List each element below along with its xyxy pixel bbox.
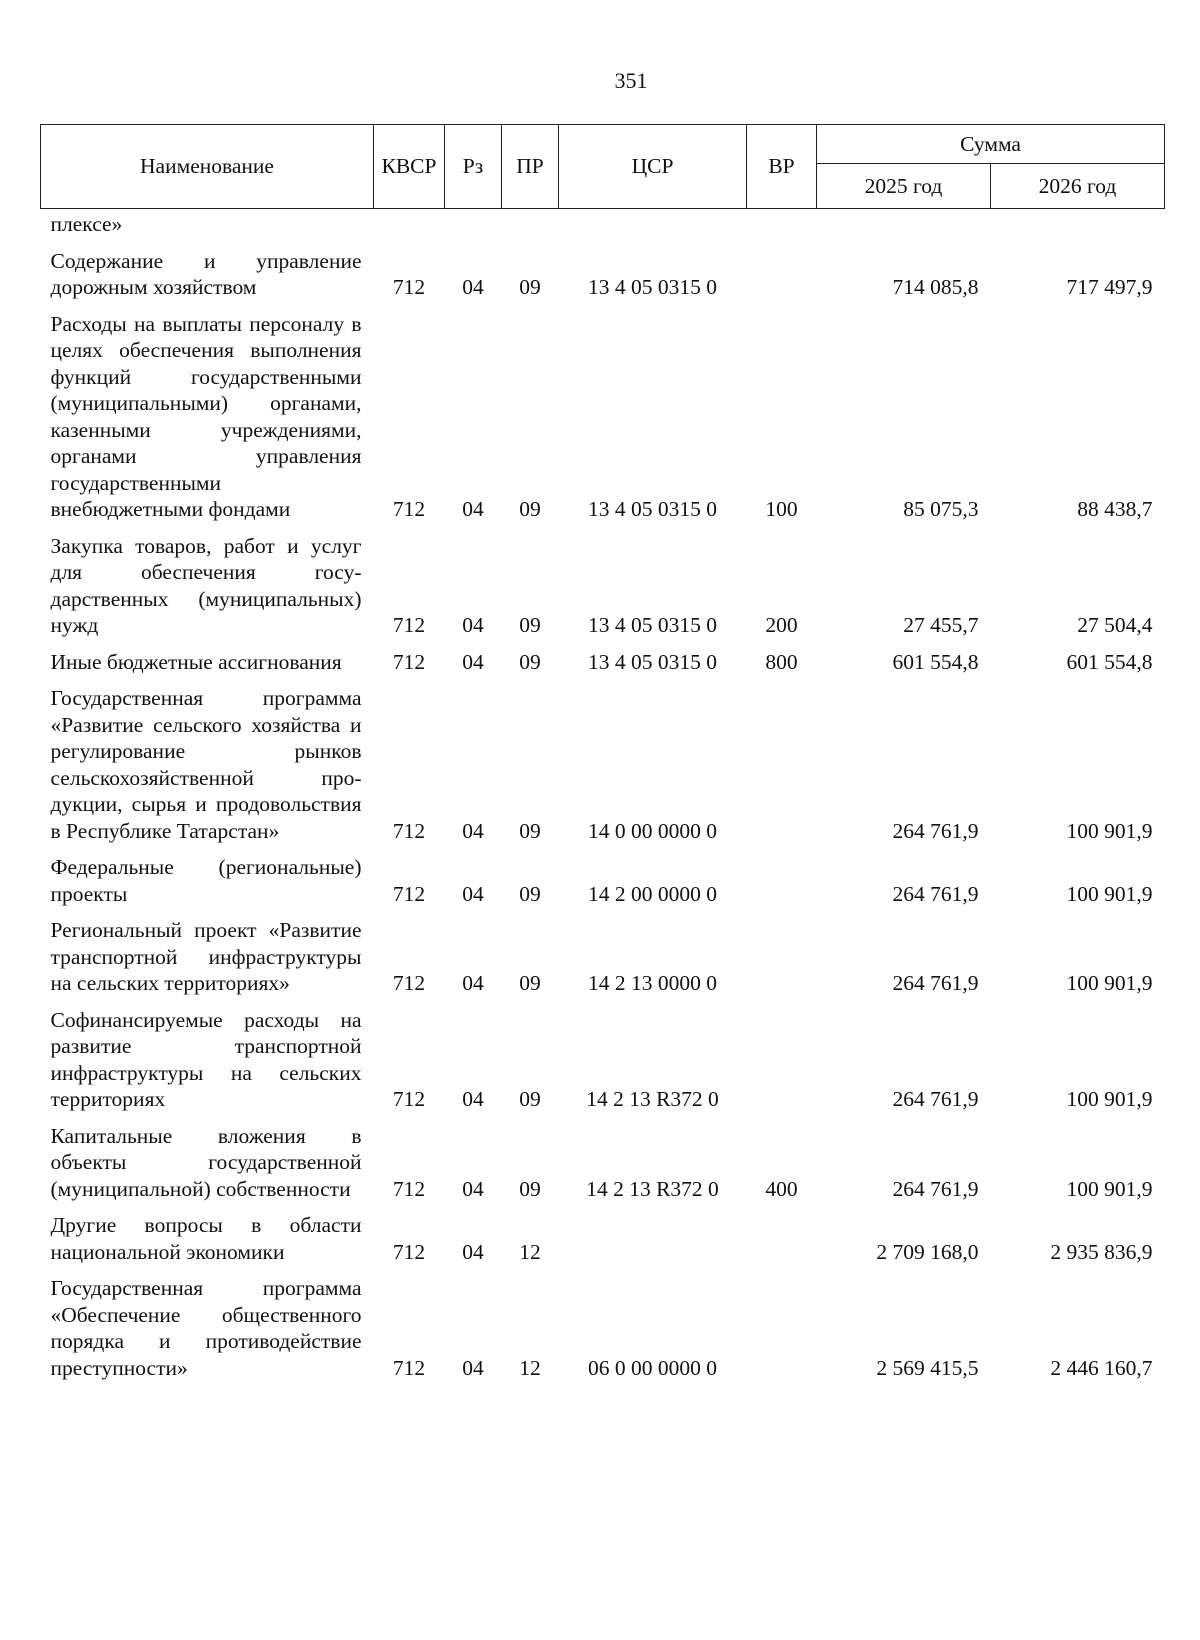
table-row xyxy=(41,1113,1165,1203)
row-csr: 13 4 05 0315 0 xyxy=(588,613,717,637)
row-amount-2025: 2 569 415,5 xyxy=(876,1355,979,1380)
row-kvsr: 712 xyxy=(392,1239,426,1264)
row-pr: 12 xyxy=(519,1355,541,1380)
table-body xyxy=(41,209,1165,1382)
row-vr: 800 xyxy=(765,649,798,674)
table-row xyxy=(41,209,1165,238)
row-vr xyxy=(747,238,817,301)
row-amount-2026: 100 901,9 xyxy=(1066,881,1153,906)
row-pr: 09 xyxy=(519,881,541,906)
row-amount-2025: 85 075,3 xyxy=(903,497,979,521)
row-csr: 13 4 05 0315 0 xyxy=(588,275,717,299)
header-pr: ПР xyxy=(502,125,559,209)
row-amount-2025: 27 455,7 xyxy=(903,613,979,637)
row-pr: 09 xyxy=(519,613,541,637)
table-row xyxy=(41,844,1165,907)
row-vr: 100 xyxy=(765,497,798,521)
page-number: 351 xyxy=(614,68,648,93)
row-name: Государственная программа «Развитие сельского хозяйства и регулирование рынков сельскохозяйственной продукции, сырья и продовольствия в Республике Татарстан» xyxy=(50,686,362,843)
row-amount-2026: 717 497,9 xyxy=(1066,275,1153,299)
header-sum: Сумма xyxy=(817,125,1165,164)
row-vr xyxy=(747,844,817,907)
row-pr: 09 xyxy=(519,497,541,521)
row-amount-2025: 714 085,8 xyxy=(892,275,979,299)
row-name: плексе» xyxy=(50,212,123,236)
row-kvsr: 712 xyxy=(392,1087,426,1111)
row-name: Иные бюджетные ассигнования xyxy=(50,649,342,674)
row-kvsr: 712 xyxy=(392,275,426,299)
row-kvsr: 712 xyxy=(392,649,426,674)
row-pr: 12 xyxy=(519,1239,541,1264)
row-amount-2026 xyxy=(991,209,1165,238)
row-amount-2025: 2 709 168,0 xyxy=(876,1239,979,1264)
header-year-2026: 2026 год xyxy=(991,164,1165,209)
row-rz xyxy=(445,209,502,238)
table-row xyxy=(41,523,1165,639)
row-amount-2025: 264 761,9 xyxy=(892,1176,979,1201)
row-rz: 04 xyxy=(462,1239,484,1264)
row-rz: 04 xyxy=(462,613,484,637)
row-name: Другие вопросы в области национальной экономики xyxy=(50,1213,362,1264)
table-header xyxy=(41,125,1165,209)
row-vr xyxy=(747,1202,817,1265)
budget-table xyxy=(40,124,1165,1381)
row-rz: 04 xyxy=(462,1355,484,1380)
row-csr: 14 2 13 R372 0 xyxy=(586,1176,719,1201)
row-vr xyxy=(747,1265,817,1381)
row-kvsr: 712 xyxy=(392,1355,426,1380)
row-kvsr: 712 xyxy=(392,613,426,637)
row-vr xyxy=(747,997,817,1113)
row-amount-2026: 2 935 836,9 xyxy=(1050,1239,1153,1264)
row-rz: 04 xyxy=(462,881,484,906)
row-csr: 13 4 05 0315 0 xyxy=(588,649,717,674)
row-pr xyxy=(502,209,559,238)
row-amount-2026: 88 438,7 xyxy=(1077,497,1153,521)
row-rz: 04 xyxy=(462,1087,484,1111)
row-amount-2025: 264 761,9 xyxy=(892,1087,979,1111)
row-vr xyxy=(747,907,817,997)
row-kvsr: 712 xyxy=(392,1176,426,1201)
table-row xyxy=(41,675,1165,844)
row-amount-2026: 100 901,9 xyxy=(1066,971,1153,995)
row-csr xyxy=(559,209,747,238)
row-name: Капитальные вложения в объекты государственной (муниципальной) собственности xyxy=(50,1123,362,1201)
row-amount-2026: 601 554,8 xyxy=(1066,649,1153,674)
header-year-2025: 2025 год xyxy=(817,164,991,209)
row-amount-2025: 264 761,9 xyxy=(892,881,979,906)
row-name: Софинансируемые расходы на развитие транспортной инфраструктуры на сельских территориях xyxy=(50,1007,362,1111)
row-name: Региональный проект «Развитие транспортной инфраструктуры на сельских территориях» xyxy=(50,918,362,995)
row-vr: 400 xyxy=(765,1176,798,1201)
row-kvsr: 712 xyxy=(392,971,426,995)
row-rz: 04 xyxy=(462,497,484,521)
row-csr: 06 0 00 0000 0 xyxy=(588,1355,717,1380)
row-csr: 14 2 00 0000 0 xyxy=(588,881,717,906)
row-amount-2025: 264 761,9 xyxy=(892,818,979,843)
table-row xyxy=(41,639,1165,676)
row-amount-2025: 264 761,9 xyxy=(892,971,979,995)
row-vr xyxy=(747,675,817,844)
table-row xyxy=(41,997,1165,1113)
row-rz: 04 xyxy=(462,649,484,674)
row-csr xyxy=(559,1202,747,1265)
row-name: Расходы на выплаты персоналу в целях обеспечения выполнения функций государственными (муниципальными) органами, казенными учреждениями, органами управления государственными внебюджетными фондами xyxy=(50,311,362,521)
header-name: Наименование xyxy=(41,125,374,209)
row-csr: 14 2 13 0000 0 xyxy=(588,971,717,995)
row-name: Содержание и управление дорожным хозяйством xyxy=(50,248,362,299)
header-csr: ЦСР xyxy=(559,125,747,209)
row-kvsr: 712 xyxy=(392,818,426,843)
row-name: Закупка товаров, работ и услуг для обеспечения государственных (муниципальных) нужд xyxy=(50,533,362,637)
row-vr xyxy=(747,209,817,238)
row-amount-2025: 601 554,8 xyxy=(892,649,979,674)
row-pr: 09 xyxy=(519,1176,541,1201)
table-row xyxy=(41,1202,1165,1265)
table-row xyxy=(41,1265,1165,1381)
table-row xyxy=(41,907,1165,997)
row-amount-2026: 100 901,9 xyxy=(1066,1176,1153,1201)
row-rz: 04 xyxy=(462,1176,484,1201)
row-name: Федеральные (региональные) проекты xyxy=(50,855,362,906)
row-csr: 14 0 00 0000 0 xyxy=(588,818,717,843)
row-pr: 09 xyxy=(519,275,541,299)
row-pr: 09 xyxy=(519,971,541,995)
table-row xyxy=(41,301,1165,523)
row-csr: 14 2 13 R372 0 xyxy=(586,1087,719,1111)
row-rz: 04 xyxy=(462,275,484,299)
row-amount-2025 xyxy=(817,209,991,238)
row-rz: 04 xyxy=(462,818,484,843)
row-kvsr: 712 xyxy=(392,497,426,521)
table-row xyxy=(41,238,1165,301)
row-amount-2026: 2 446 160,7 xyxy=(1050,1355,1153,1380)
row-csr: 13 4 05 0315 0 xyxy=(588,497,717,521)
header-vr: ВР xyxy=(747,125,817,209)
row-kvsr: 712 xyxy=(392,881,426,906)
row-pr: 09 xyxy=(519,1087,541,1111)
row-kvsr xyxy=(374,209,445,238)
row-name: Государственная программа «Обеспечение общественного порядка и противодействие преступности» xyxy=(50,1276,362,1380)
row-pr: 09 xyxy=(519,649,541,674)
row-amount-2026: 100 901,9 xyxy=(1066,818,1153,843)
row-vr: 200 xyxy=(765,613,798,637)
header-rz: Рз xyxy=(445,125,502,209)
row-pr: 09 xyxy=(519,818,541,843)
header-kvsr: КВСР xyxy=(374,125,445,209)
row-amount-2026: 27 504,4 xyxy=(1077,613,1153,637)
row-amount-2026: 100 901,9 xyxy=(1066,1087,1153,1111)
row-rz: 04 xyxy=(462,971,484,995)
